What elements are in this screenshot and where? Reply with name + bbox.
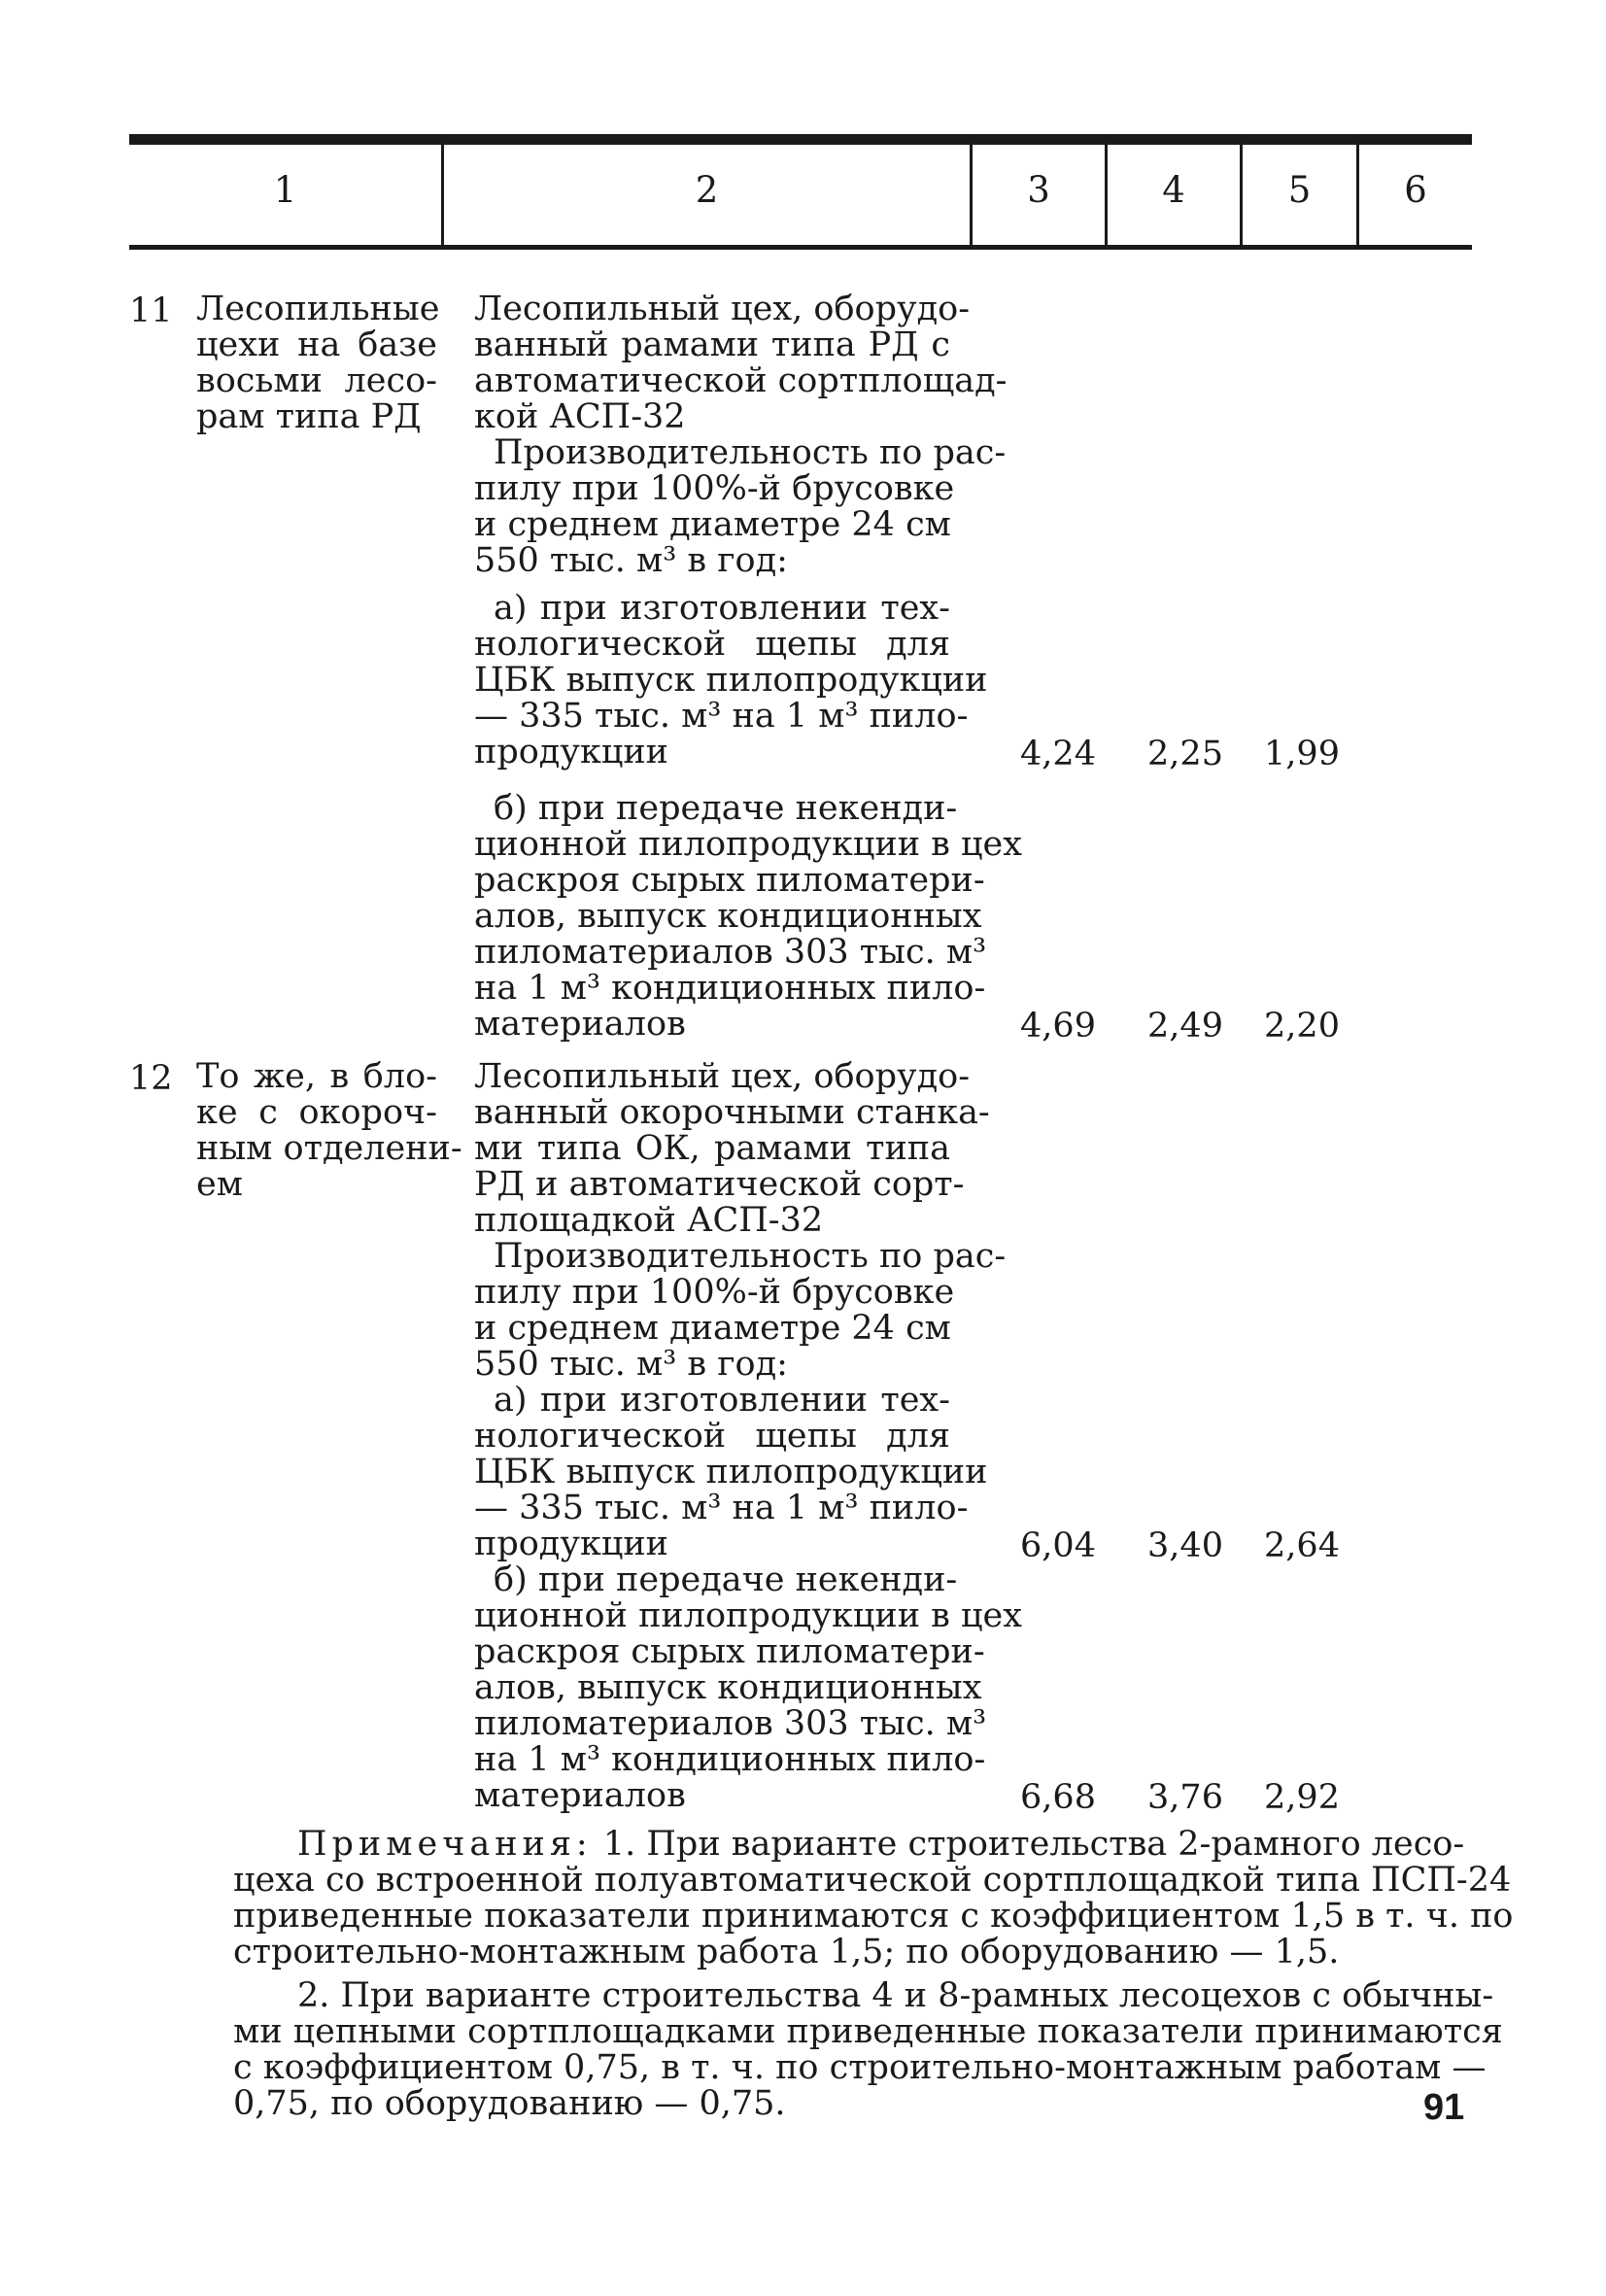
text-line: пилу при 100%-й брусовке — [474, 1273, 955, 1312]
notes-heading: Примечания: — [297, 1825, 593, 1864]
row-number: 12 — [129, 1059, 173, 1098]
text-line: кой АСП-32 — [474, 397, 686, 436]
text-line: ке с окороч- — [196, 1093, 437, 1132]
text-line: раскроя сырых пиломатери- — [474, 861, 985, 900]
text-line: РД и автоматической сорт- — [474, 1165, 965, 1204]
note-text: 1. При варианте строительства 2-рамного лесо- — [602, 1825, 1465, 1864]
text-line: рам типа РД — [196, 397, 422, 436]
text-line: Производительность по рас- — [494, 433, 1007, 472]
text-line: нологической щепы для — [474, 625, 950, 664]
text-line: пилу при 100%-й брусовке — [474, 469, 955, 508]
header-top-rule — [129, 134, 1472, 145]
row-productivity — [474, 433, 1007, 580]
value-col-4: 3,40 — [1147, 1526, 1223, 1565]
row-name — [196, 1057, 462, 1204]
text-line: площадкой АСП-32 — [474, 1201, 824, 1240]
text-line: восьми лесо- — [196, 361, 437, 400]
text-line: цехи на базе — [196, 326, 437, 364]
header-col-6: 6 — [1404, 169, 1427, 211]
text-line: ным отделени- — [196, 1129, 462, 1168]
row-productivity — [474, 1237, 1007, 1384]
text-line: ванный рамами типа РД с — [474, 326, 950, 364]
text-line: б) при передаче некенди- — [494, 1560, 958, 1599]
note-line: цеха со встроенной полуавтоматической сортплощадкой типа ПСП-24 — [233, 1861, 1512, 1900]
text-line: пиломатериалов 303 тыс. м³ — [474, 933, 987, 972]
text-line: на 1 м³ кондиционных пило- — [474, 1740, 986, 1779]
value-col-5: 2,20 — [1264, 1007, 1340, 1045]
text-line: алов, выпуск кондиционных — [474, 1668, 982, 1707]
value-col-4: 3,76 — [1147, 1778, 1223, 1817]
option-a — [474, 1381, 988, 1563]
text-line: ционной пилопродукции в цех — [474, 1596, 1022, 1635]
option-b — [474, 789, 1022, 1044]
text-line: на 1 м³ кондиционных пило- — [474, 969, 986, 1008]
text-line: ЦБК выпуск пилопродукции — [474, 661, 988, 700]
note-line: 2. При варианте строительства 4 и 8-рамных лесоцехов с обычны- — [297, 1976, 1494, 2015]
text-line: материалов — [474, 1776, 686, 1815]
row-description — [474, 1057, 990, 1240]
value-col-4: 2,49 — [1147, 1007, 1223, 1045]
option-a — [474, 589, 988, 771]
row-number: 11 — [129, 291, 173, 330]
row-name — [196, 290, 440, 436]
value-col-5: 2,92 — [1264, 1778, 1340, 1817]
text-line: раскроя сырых пиломатери- — [474, 1632, 985, 1671]
text-line: То же, в бло- — [196, 1057, 437, 1096]
text-line: ми типа ОК, рамами типа — [474, 1129, 950, 1168]
text-line: ционной пилопродукции в цех — [474, 825, 1022, 864]
note-line: приведенные показатели принимаются с коэффициентом 1,5 в т. ч. по — [233, 1897, 1514, 1936]
text-line: материалов — [474, 1005, 686, 1044]
note-line — [233, 1827, 1467, 1863]
note-line: 0,75, по оборудованию — 0,75. — [233, 2084, 786, 2123]
header-col-5: 5 — [1287, 169, 1312, 211]
option-b — [474, 1560, 1022, 1815]
text-line: Лесопильный цех, оборудо- — [474, 290, 971, 328]
text-line: — 335 тыс. м³ на 1 м³ пило- — [474, 1489, 969, 1527]
note-line: с коэффициентом 0,75, в т. ч. по строительно-монтажным работам — — [233, 2048, 1486, 2087]
text-line: Производительность по рас- — [494, 1237, 1007, 1276]
text-line: пиломатериалов 303 тыс. м³ — [474, 1704, 987, 1743]
text-line: продукции — [474, 733, 668, 771]
table-header — [129, 134, 1472, 249]
header-col-2: 2 — [695, 169, 719, 211]
text-line: ванный окорочными станка- — [474, 1093, 990, 1132]
note-line: ми цепными сортплощадками приведенные показатели принимаются — [233, 2012, 1503, 2051]
text-line: — 335 тыс. м³ на 1 м³ пило- — [474, 697, 969, 736]
value-col-3: 4,24 — [1020, 735, 1096, 773]
value-col-4: 2,25 — [1147, 735, 1223, 773]
row-description — [474, 290, 1008, 436]
text-line: а) при изготовлении тех- — [494, 1381, 950, 1420]
header-col-1: 1 — [273, 169, 297, 211]
text-line: нологической щепы для — [474, 1417, 950, 1456]
note-line: строительно-монтажным работа 1,5; по оборудованию — 1,5. — [233, 1933, 1340, 1971]
text-line: и среднем диаметре 24 см — [474, 1309, 951, 1348]
value-col-3: 6,04 — [1020, 1526, 1096, 1565]
text-line: алов, выпуск кондиционных — [474, 897, 982, 936]
page-number: 91 — [1423, 2087, 1465, 2128]
value-col-3: 4,69 — [1020, 1007, 1096, 1045]
text-line: 550 тыс. м³ в год: — [474, 1345, 788, 1384]
value-col-5: 1,99 — [1264, 735, 1340, 773]
text-line: и среднем диаметре 24 см — [474, 505, 951, 544]
text-line: 550 тыс. м³ в год: — [474, 541, 788, 580]
text-line: б) при передаче некенди- — [494, 789, 958, 828]
text-line: автоматической сортплощад- — [474, 361, 1008, 400]
header-col-3: 3 — [1027, 169, 1050, 211]
text-line: а) при изготовлении тех- — [494, 589, 950, 628]
text-line: ЦБК выпуск пилопродукции — [474, 1453, 988, 1491]
text-line: ем — [196, 1165, 243, 1204]
value-col-5: 2,64 — [1264, 1526, 1340, 1565]
text-line: продукции — [474, 1525, 668, 1563]
header-col-4: 4 — [1162, 169, 1185, 211]
header-bottom-rule — [129, 245, 1472, 250]
text-line: Лесопильные — [196, 290, 440, 328]
text-line: Лесопильный цех, оборудо- — [474, 1057, 971, 1096]
notes-block — [233, 1825, 1514, 2123]
value-col-3: 6,68 — [1020, 1778, 1096, 1817]
